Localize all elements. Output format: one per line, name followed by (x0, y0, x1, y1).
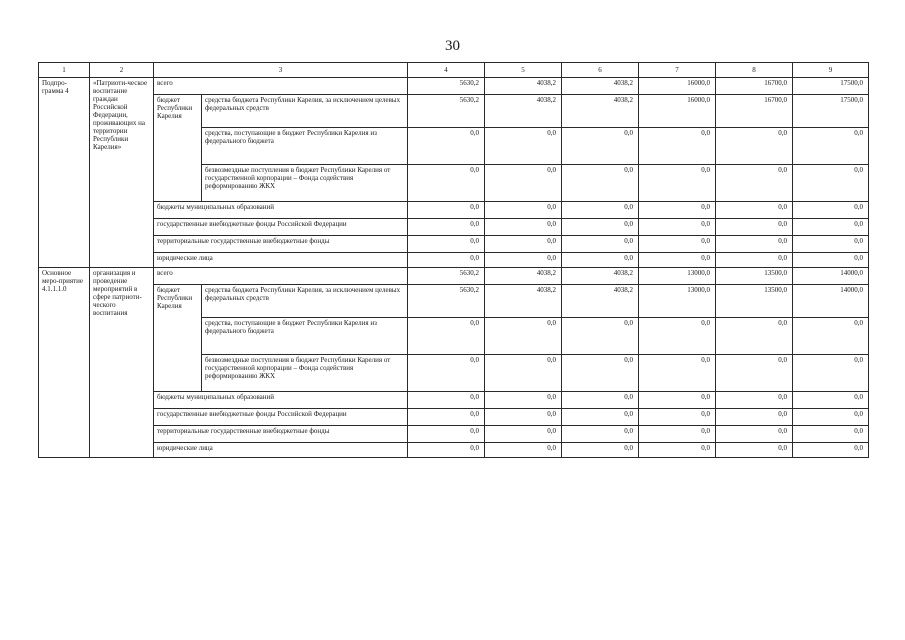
header-cell: 3 (154, 63, 408, 78)
row-label: государственные внебюджетные фонды Российской Федерации (154, 219, 408, 236)
table-row (39, 392, 869, 409)
table-row (39, 268, 869, 285)
value-cell: 0,0 (408, 443, 485, 458)
value-cell: 4038,2 (485, 78, 562, 95)
value-cell: 0,0 (562, 128, 639, 165)
table-row (39, 95, 869, 128)
row-label: юридические лица (154, 443, 408, 458)
value-cell: 16700,0 (716, 95, 793, 128)
value-cell: 0,0 (562, 318, 639, 355)
value-cell: 0,0 (485, 236, 562, 253)
value-cell: 0,0 (562, 426, 639, 443)
value-cell: 0,0 (639, 318, 716, 355)
section-name: «Патриоти-ческое воспитание граждан Российской Федерации, проживающих на территории Республики Карелия» (90, 78, 154, 268)
value-cell: 0,0 (639, 443, 716, 458)
value-cell: 0,0 (639, 355, 716, 392)
value-cell: 4038,2 (485, 285, 562, 318)
value-cell: 0,0 (485, 409, 562, 426)
page-number: 30 (445, 38, 460, 54)
value-cell: 0,0 (793, 355, 869, 392)
value-cell: 0,0 (485, 165, 562, 202)
value-cell: 13500,0 (716, 268, 793, 285)
value-cell: 5630,2 (408, 268, 485, 285)
header-cell: 5 (485, 63, 562, 78)
value-cell: 0,0 (562, 409, 639, 426)
row-label: государственные внебюджетные фонды Российской Федерации (154, 409, 408, 426)
table-row (39, 426, 869, 443)
value-cell: 0,0 (716, 426, 793, 443)
value-cell: 0,0 (639, 409, 716, 426)
value-cell: 0,0 (716, 318, 793, 355)
value-cell: 0,0 (639, 219, 716, 236)
value-cell: 0,0 (408, 219, 485, 236)
budget-group-label: бюджет Республики Карелия (154, 95, 202, 202)
value-cell: 0,0 (562, 236, 639, 253)
value-cell: 0,0 (639, 128, 716, 165)
value-cell: 16000,0 (639, 95, 716, 128)
row-label: юридические лица (154, 253, 408, 268)
value-cell: 4038,2 (562, 95, 639, 128)
row-label: средства, поступающие в бюджет Республики Карелия из федерального бюджета (202, 318, 408, 355)
row-label: территориальные государственные внебюджетные фонды (154, 426, 408, 443)
value-cell: 0,0 (485, 128, 562, 165)
value-cell: 0,0 (639, 165, 716, 202)
value-cell: 13000,0 (639, 285, 716, 318)
budget-group-label: бюджет Республики Карелия (154, 285, 202, 392)
row-label: всего (154, 268, 408, 285)
table-row (39, 202, 869, 219)
table-row (39, 409, 869, 426)
row-label: всего (154, 78, 408, 95)
table-row (39, 236, 869, 253)
header-cell: 2 (90, 63, 154, 78)
header-cell: 6 (562, 63, 639, 78)
table-row (39, 78, 869, 95)
value-cell: 4038,2 (485, 268, 562, 285)
value-cell: 0,0 (793, 392, 869, 409)
table-row (39, 285, 869, 318)
value-cell: 0,0 (716, 165, 793, 202)
header-cell: 9 (793, 63, 869, 78)
value-cell: 0,0 (485, 443, 562, 458)
value-cell: 0,0 (716, 253, 793, 268)
value-cell: 0,0 (562, 219, 639, 236)
section-code: Подпро-грамма 4 (39, 78, 90, 268)
value-cell: 0,0 (562, 355, 639, 392)
value-cell: 0,0 (716, 443, 793, 458)
value-cell: 0,0 (562, 165, 639, 202)
value-cell: 0,0 (485, 219, 562, 236)
value-cell: 0,0 (408, 128, 485, 165)
value-cell: 0,0 (408, 318, 485, 355)
value-cell: 0,0 (716, 236, 793, 253)
value-cell: 14000,0 (793, 285, 869, 318)
table-row (39, 253, 869, 268)
value-cell: 0,0 (485, 318, 562, 355)
value-cell: 0,0 (793, 236, 869, 253)
value-cell: 0,0 (408, 355, 485, 392)
row-label: средства, поступающие в бюджет Республики Карелия из федерального бюджета (202, 128, 408, 165)
value-cell: 13500,0 (716, 285, 793, 318)
table-row (39, 219, 869, 236)
value-cell: 0,0 (793, 165, 869, 202)
value-cell: 0,0 (408, 426, 485, 443)
value-cell: 0,0 (639, 202, 716, 219)
value-cell: 0,0 (793, 318, 869, 355)
value-cell: 0,0 (639, 426, 716, 443)
value-cell: 5630,2 (408, 95, 485, 128)
value-cell: 0,0 (408, 392, 485, 409)
value-cell: 5630,2 (408, 285, 485, 318)
value-cell: 0,0 (639, 253, 716, 268)
value-cell: 0,0 (716, 409, 793, 426)
value-cell: 0,0 (793, 443, 869, 458)
row-label: безвозмездные поступления в бюджет Республики Карелия от государственной корпорации – Фонда содействия реформированию ЖКХ (202, 165, 408, 202)
value-cell: 17500,0 (793, 95, 869, 128)
value-cell: 0,0 (485, 355, 562, 392)
row-label: средства бюджета Республики Карелия, за исключением целевых федеральных средств (202, 95, 408, 128)
value-cell: 4038,2 (485, 95, 562, 128)
budget-table (38, 62, 869, 458)
value-cell: 0,0 (716, 219, 793, 236)
value-cell: 13000,0 (639, 268, 716, 285)
value-cell: 5630,2 (408, 78, 485, 95)
row-label: территориальные государственные внебюджетные фонды (154, 236, 408, 253)
value-cell: 0,0 (408, 236, 485, 253)
value-cell: 0,0 (716, 128, 793, 165)
value-cell: 0,0 (485, 426, 562, 443)
value-cell: 0,0 (408, 409, 485, 426)
header-row (39, 63, 869, 78)
value-cell: 0,0 (639, 236, 716, 253)
value-cell: 0,0 (639, 392, 716, 409)
value-cell: 0,0 (562, 392, 639, 409)
table-row (39, 443, 869, 458)
value-cell: 0,0 (793, 426, 869, 443)
value-cell: 0,0 (716, 355, 793, 392)
row-label: бюджеты муниципальных образований (154, 392, 408, 409)
value-cell: 0,0 (793, 409, 869, 426)
row-label: средства бюджета Республики Карелия, за исключением целевых федеральных средств (202, 285, 408, 318)
row-label: безвозмездные поступления в бюджет Республики Карелия от государственной корпорации – Фонда содействия реформированию ЖКХ (202, 355, 408, 392)
value-cell: 0,0 (408, 253, 485, 268)
header-cell: 7 (639, 63, 716, 78)
value-cell: 0,0 (562, 202, 639, 219)
value-cell: 4038,2 (562, 285, 639, 318)
value-cell: 0,0 (485, 392, 562, 409)
value-cell: 0,0 (716, 392, 793, 409)
value-cell: 14000,0 (793, 268, 869, 285)
value-cell: 0,0 (485, 202, 562, 219)
value-cell: 0,0 (562, 253, 639, 268)
value-cell: 0,0 (562, 443, 639, 458)
value-cell: 0,0 (485, 253, 562, 268)
section-code: Основное меро-приятие 4.1.1.1.0 (39, 268, 90, 458)
value-cell: 0,0 (408, 165, 485, 202)
value-cell: 0,0 (716, 202, 793, 219)
value-cell: 0,0 (793, 253, 869, 268)
value-cell: 16000,0 (639, 78, 716, 95)
value-cell: 0,0 (793, 202, 869, 219)
value-cell: 4038,2 (562, 78, 639, 95)
value-cell: 0,0 (793, 128, 869, 165)
header-cell: 1 (39, 63, 90, 78)
header-cell: 4 (408, 63, 485, 78)
value-cell: 17500,0 (793, 78, 869, 95)
row-label: бюджеты муниципальных образований (154, 202, 408, 219)
value-cell: 0,0 (793, 219, 869, 236)
header-cell: 8 (716, 63, 793, 78)
value-cell: 0,0 (408, 202, 485, 219)
value-cell: 16700,0 (716, 78, 793, 95)
value-cell: 4038,2 (562, 268, 639, 285)
section-name: организация и проведение мероприятий в сфере патриоти-ческого воспитания (90, 268, 154, 458)
